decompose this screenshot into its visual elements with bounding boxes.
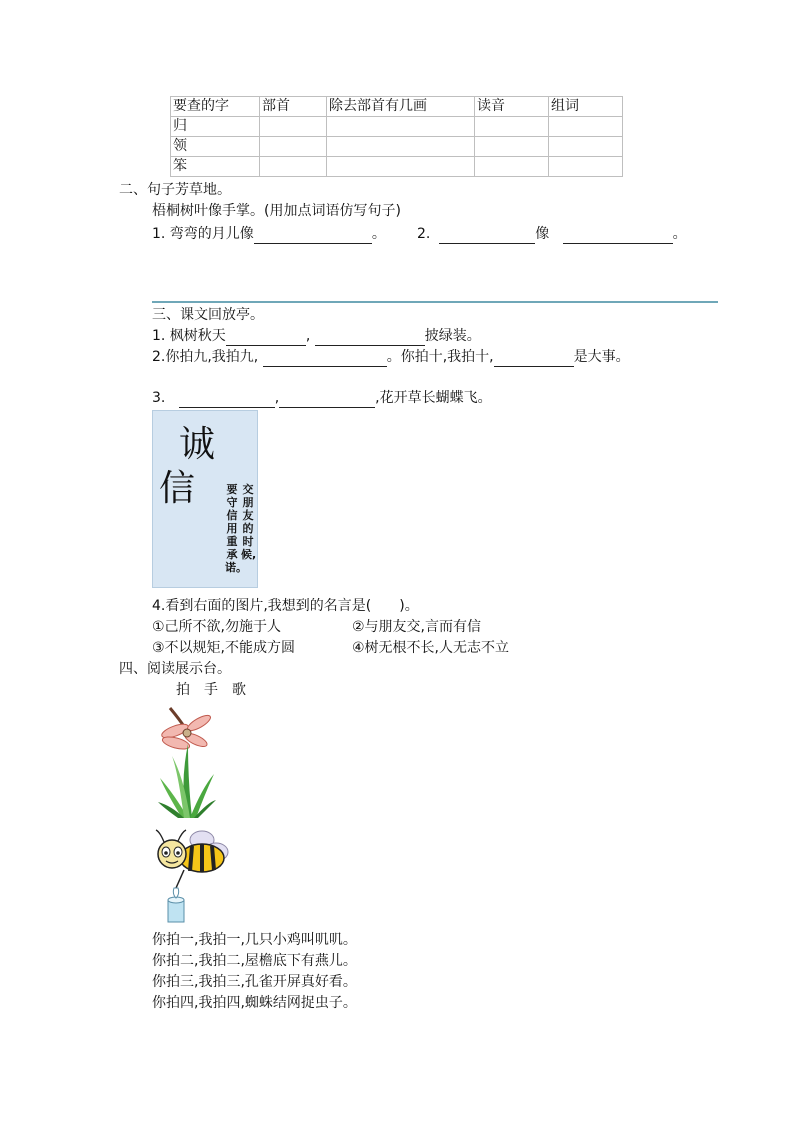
answer-blank[interactable]: [563, 227, 673, 244]
punctuation: ,: [305, 328, 311, 344]
question-text: 1. 弯弯的月儿像: [152, 226, 254, 242]
question-text: 披绿装。: [424, 328, 481, 344]
question-text: 3.: [152, 390, 166, 406]
answer-blank[interactable]: [494, 350, 574, 367]
section2-question-1: [152, 224, 386, 244]
table-row: [171, 157, 623, 177]
section3-question-2: [152, 347, 630, 367]
table-cell: 归: [171, 117, 260, 137]
answer-blank[interactable]: [254, 227, 372, 244]
section-divider: [152, 301, 718, 303]
table-cell[interactable]: [475, 137, 549, 157]
question-text: 2.: [417, 226, 431, 242]
header-cell: 要查的字: [171, 97, 260, 117]
table-cell[interactable]: [260, 137, 327, 157]
table-cell[interactable]: [549, 137, 623, 157]
table-cell[interactable]: [327, 117, 475, 137]
poem-line: 你拍三,我拍三,孔雀开屏真好看。: [152, 974, 357, 990]
table-cell[interactable]: [327, 157, 475, 177]
punctuation: 。: [672, 226, 687, 242]
table-cell[interactable]: [260, 117, 327, 137]
question-text: 。你拍十,我拍十,: [386, 349, 494, 365]
poem-line: 你拍四,我拍四,蜘蛛结网捉虫子。: [152, 995, 357, 1011]
grass-icon: [158, 742, 216, 820]
section2-instruction: 梧桐树叶像手掌。(用加点词语仿写句子): [152, 203, 401, 219]
table-cell: 笨: [171, 157, 260, 177]
header-cell: 部首: [260, 97, 327, 117]
table-cell[interactable]: [549, 157, 623, 177]
table-cell[interactable]: [549, 117, 623, 137]
answer-blank[interactable]: [179, 391, 275, 408]
question-text: 2.你拍九,我拍九,: [152, 349, 259, 365]
table-cell[interactable]: [475, 157, 549, 177]
answer-blank[interactable]: [439, 227, 535, 244]
punctuation: 。: [371, 226, 386, 242]
section3-question-4: 4.看到右面的图片,我想到的名言是( )。: [152, 598, 419, 614]
table-row: [171, 117, 623, 137]
answer-blank[interactable]: [315, 329, 425, 346]
poem-line: 你拍一,我拍一,几只小鸡叫叽叽。: [152, 932, 357, 948]
punctuation: ,: [274, 390, 280, 406]
section2-question-2: [417, 224, 687, 244]
option-3[interactable]: ③不以规矩,不能成方圆: [152, 640, 296, 656]
answer-blank[interactable]: [279, 391, 375, 408]
section3-question-1: [152, 326, 481, 346]
option-2[interactable]: ②与朋友交,言而有信: [352, 619, 482, 635]
table-cell[interactable]: [327, 137, 475, 157]
integrity-card-image: [152, 410, 258, 588]
option-4[interactable]: ④树无根不长,人无志不立: [352, 640, 510, 656]
poem-line: 你拍二,我拍二,屋檐底下有燕儿。: [152, 953, 357, 969]
section3-question-3: [152, 388, 492, 408]
card-vertical-text-2: 要守信用重承诺。: [225, 483, 247, 574]
table-row: [171, 137, 623, 157]
option-1[interactable]: ①己所不欲,勿施于人: [152, 619, 282, 635]
card-title-char-2: 信: [159, 468, 196, 509]
question-text: 1. 枫树秋天: [152, 328, 226, 344]
header-cell: 读音: [475, 97, 549, 117]
section4-heading: 四、阅读展示台。: [119, 661, 231, 677]
character-lookup-table: [170, 96, 623, 177]
answer-blank[interactable]: [263, 350, 387, 367]
table-cell[interactable]: [260, 157, 327, 177]
table-header-row: [171, 97, 623, 117]
card-vertical-text-1: 交朋友的时候,: [241, 483, 257, 561]
section2-heading: 二、句子芳草地。: [119, 182, 231, 198]
table-cell[interactable]: [475, 117, 549, 137]
answer-blank[interactable]: [226, 329, 306, 346]
question-text: ,花开草长蝴蝶飞。: [375, 390, 492, 406]
question-text: 像: [535, 226, 550, 242]
table-cell: 领: [171, 137, 260, 157]
header-cell: 除去部首有几画: [327, 97, 475, 117]
question-text: 是大事。: [573, 349, 630, 365]
section3-heading: 三、课文回放亭。: [152, 307, 264, 323]
header-cell: 组词: [549, 97, 623, 117]
card-title-char-1: 诚: [179, 424, 216, 465]
poem-title: 拍 手 歌: [176, 682, 246, 698]
bee-icon: [150, 826, 234, 924]
